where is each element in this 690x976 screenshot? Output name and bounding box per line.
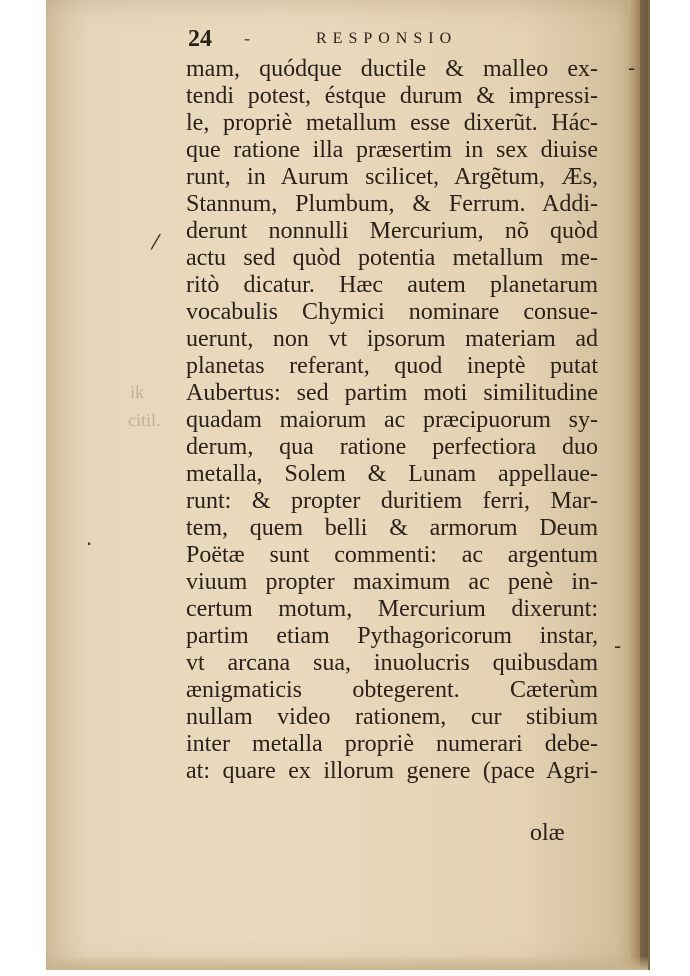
text-line: ritò dicatur. Hæc autem planetarum [186,272,598,298]
margin-mark: ⁄ [154,230,158,254]
margin-mark: · [86,532,93,556]
text-line: ænigmaticis obtegerent. Cæterùm [186,677,598,703]
text-line: tem, quem belli & armorum Deum [186,515,598,541]
text-line: runt: & propter duritiem ferri, Mar- [186,488,598,514]
page-header [188,26,608,54]
text-line: le, propriè metallum esse dixerũt. Hác- [186,110,598,136]
text-line: planetas referant, quod ineptè putat [186,353,598,379]
margin-mark: - [628,56,636,80]
catchword: olæ [530,820,565,846]
text-line: metalla, Solem & Lunam appellaue- [186,461,598,487]
text-line: certum motum, Mercurium dixerunt: [186,596,598,622]
text-line: inter metalla propriè numerari debe- [186,731,598,757]
show-through-text: ik [130,382,145,402]
text-line: derum, qua ratione perfectiora duo [186,434,598,460]
text-line: viuum propter maximum ac penè in- [186,569,598,595]
text-line: Stannum, Plumbum, & Ferrum. Addi- [186,191,598,217]
text-line: runt, in Aurum scilicet, Argẽtum, Æs, [186,164,598,190]
text-line: nullam video rationem, cur stibium [186,704,598,730]
binding-shadow [640,0,648,970]
text-line: actu sed quòd potentia metallum me- [186,245,598,271]
text-line: derunt nonnulli Mercurium, nõ quòd [186,218,598,244]
page-bottom-edge [46,956,648,970]
text-line: Poëtæ sunt commenti: ac argentum [186,542,598,568]
text-line: partim etiam Pythagoricorum instar, [186,623,598,649]
text-line: uerunt, non vt ipsorum materiam ad [186,326,598,352]
text-line: que ratione illa præsertim in sex diuise [186,137,598,163]
text-line: tendi potest, éstque durum & impressi- [186,83,598,109]
body-text [186,56,598,785]
margin-mark: - [614,634,622,658]
running-head: RESPONSIO [316,30,458,47]
text-line: vt arcana sua, inuolucris quibusdam [186,650,598,676]
page-number: 24 [188,26,212,52]
text-line: mam, quódque ductile & malleo ex- [186,56,598,82]
show-through-text: citil. [128,410,161,430]
header-mark: - [244,28,250,48]
text-line: at: quare ex illorum genere (pace Agri- [186,758,598,784]
text-line: quadam maiorum ac præcipuorum sy- [186,407,598,433]
text-line: vocabulis Chymici nominare consue- [186,299,598,325]
text-line: Aubertus: sed partim moti similitudine [186,380,598,406]
